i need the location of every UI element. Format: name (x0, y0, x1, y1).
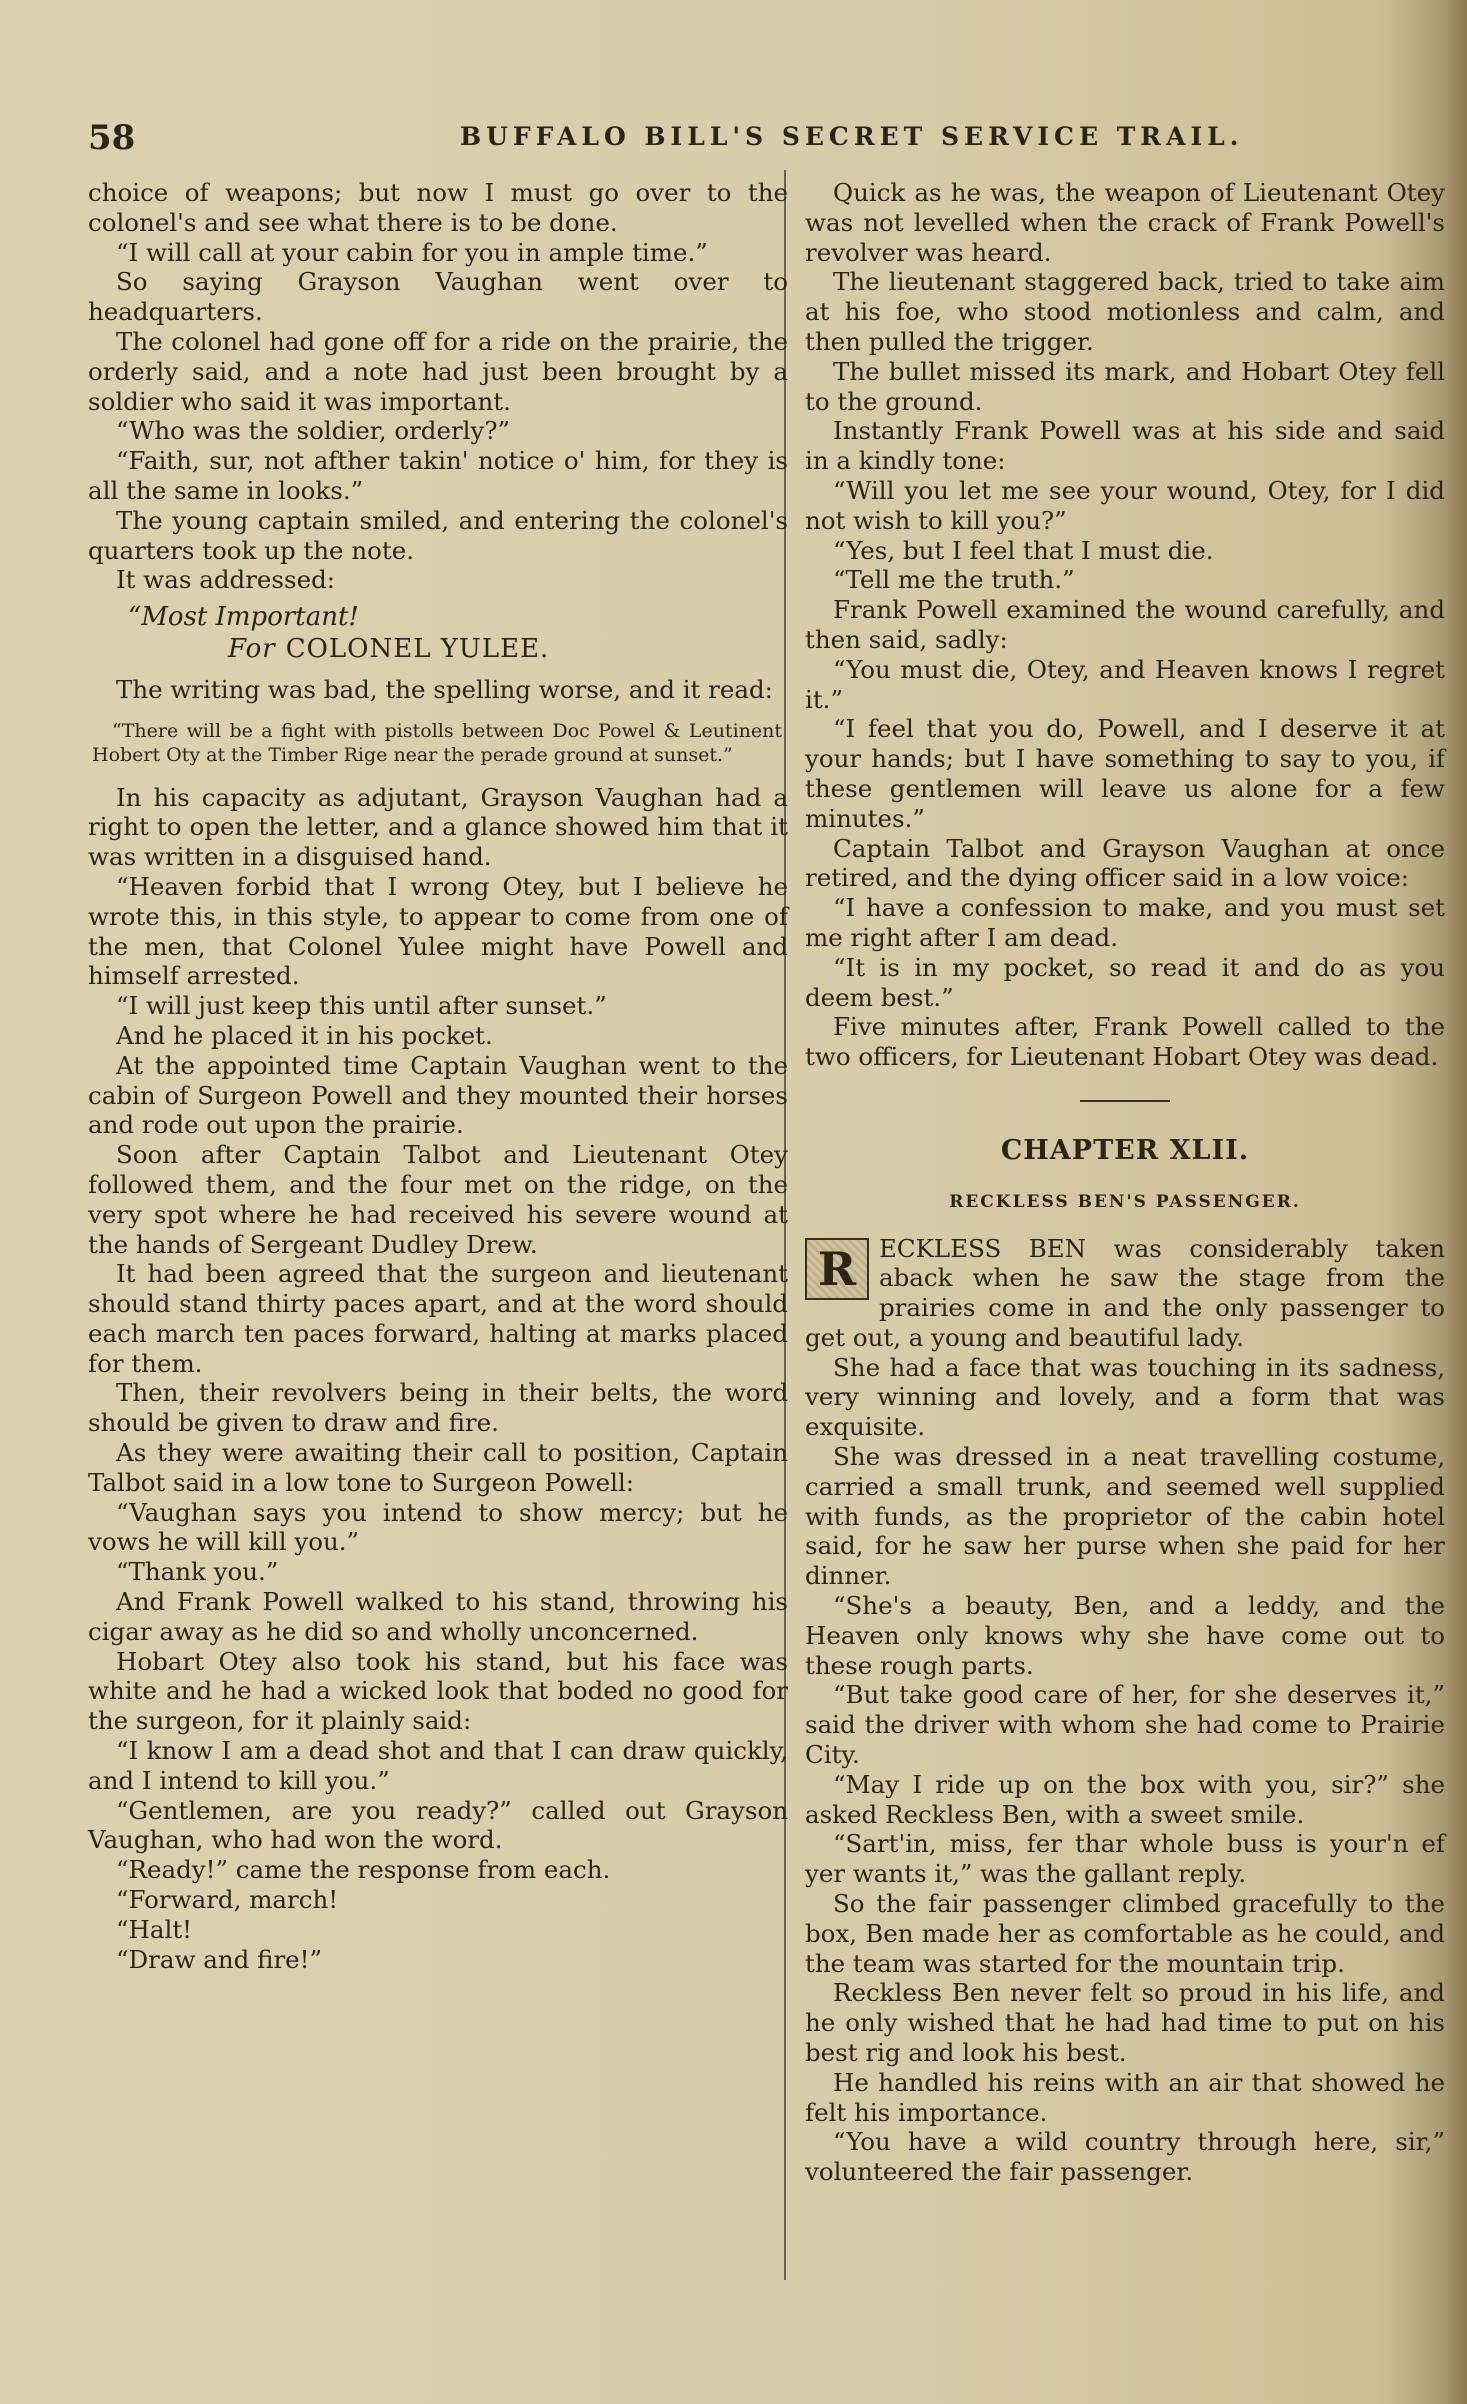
paragraph: “Who was the soldier, orderly?” (116, 416, 511, 446)
paragraph: The lieutenant staggered back, tried to take aim at his foe, who stood motionless and calm, and then pulled the trigger. (805, 267, 1445, 356)
paragraph: “I have a confession to make, and you must set me right after I am dead. (805, 893, 1445, 952)
paragraph: “Tell me the truth.” (833, 565, 1075, 595)
paragraph: “Ready!” came the response from each. (116, 1855, 611, 1885)
paragraph: “She's a beauty, Ben, and a leddy, and the Heaven only knows why she have come out to these rough parts. (805, 1591, 1445, 1680)
chapter-opening-paragraph (805, 1234, 1445, 1353)
paragraph: “It is in my pocket, so read it and do as you deem best.” (805, 952, 1445, 1012)
paragraph: Reckless Ben never felt so proud in his life, and he only wished that he had had time to put on his best rig and look his best. (805, 1978, 1445, 2068)
paragraph: “But take good care of her, for she deserves it,” said the driver with whom she had come to Prairie City. (805, 1680, 1445, 1770)
paragraph: Five minutes after, Frank Powell called to the two officers, for Lieutenant Hobart Otey was dead. (805, 1012, 1445, 1072)
paragraph: “Faith, sur, not afther takin' notice o' him, for they is all the same in looks.” (88, 446, 788, 505)
paragraph: She had a face that was touching in its sadness, very winning and lovely, and a form that was exquisite. (805, 1352, 1445, 1442)
paragraph: “I know I am a dead shot and that I can draw quickly, and I intend to kill you.” (88, 1736, 788, 1795)
paragraph: In his capacity as adjutant, Grayson Vaughan had a right to open the letter, and a glance showed him that it was written in a disguised hand. (88, 782, 788, 872)
page-number: 58 (88, 118, 136, 158)
paragraph: She was dressed in a neat travelling costume, carried a small trunk, and seemed well supplied with funds, as the proprietor of the cabin hotel said, for he saw her purse when she paid for her dinner. (805, 1442, 1445, 1591)
left-column (88, 178, 788, 1974)
page-header (80, 118, 1407, 158)
paragraph: “Vaughan says you intend to show mercy; but he vows he will kill you.” (88, 1497, 788, 1557)
paragraph: He handled his reins with an air that showed he felt his importance. (805, 2067, 1445, 2127)
section-separator (1080, 1100, 1170, 1102)
paragraph: Instantly Frank Powell was at his side and said in a kindly tone: (805, 416, 1445, 476)
paragraph: The bullet missed its mark, and Hobart Otey fell to the ground. (805, 356, 1445, 416)
right-column (805, 178, 1445, 2187)
paragraph: “Halt! (116, 1914, 193, 1944)
paragraph: “Heaven forbid that I wrong Otey, but I believe he wrote this, in this style, to appear to come from one of the men, that Colonel Yulee might have Powell and himself arrested. (88, 871, 788, 991)
running-title: BUFFALO BILL'S SECRET SERVICE TRAIL. (460, 122, 1244, 151)
paragraph: “Draw and fire!” (116, 1944, 323, 1974)
chapter-subtitle: RECKLESS BEN'S PASSENGER. (949, 1191, 1301, 1212)
paragraph: The writing was bad, the spelling worse, and it read: (116, 674, 773, 704)
opening-text: ECKLESS BEN was considerably taken aback when he saw the stage from the prairies come in and the only passenger to get out, a young and beautiful lady. (805, 1233, 1445, 1352)
paragraph: Soon after Captain Talbot and Lieutenant Otey followed them, and the four met on the ridge, on the very spot where he had received his severe wound at the hands of Sergeant Dudley Drew. (88, 1140, 788, 1259)
paragraph: Then, their revolvers being in their belts, the word should be given to draw and fire. (88, 1378, 788, 1438)
chapter-title: CHAPTER XLII. (1000, 1134, 1250, 1166)
paragraph: “I will just keep this until after sunset.” (116, 991, 607, 1021)
paragraph: Hobart Otey also took his stand, but his face was white and he had a wicked look that boded no good for the surgeon, for it plainly said: (88, 1646, 788, 1736)
paragraph: At the appointed time Captain Vaughan went to the cabin of Surgeon Powell and they mounted their horses and rode out upon the prairie. (88, 1050, 788, 1140)
paragraph: The young captain smiled, and entering the colonel's quarters took up the note. (88, 505, 788, 565)
paragraph: “Thank you.” (116, 1557, 279, 1587)
quoted-note: “There will be a fight with pistolls between Doc Powel & Leutinent Hobert Oty at the Timber Rige near the perade ground at sunset.” (92, 719, 782, 766)
paragraph: Quick as he was, the weapon of Lieutenant Otey was not levelled when the crack of Frank Powell's revolver was heard. (805, 178, 1445, 267)
paragraph: It had been agreed that the surgeon and lieutenant should stand thirty paces apart, and at the word should each march ten paces forward, halting at marks placed for them. (88, 1259, 788, 1378)
paragraph: As they were awaiting their call to position, Captain Talbot said in a low tone to Surgeon Powell: (88, 1438, 788, 1497)
paragraph: So saying Grayson Vaughan went over to headquarters. (88, 267, 788, 327)
paragraph: Frank Powell examined the wound carefully, and then said, sadly: (805, 595, 1445, 654)
letter-addressee-name: COLONEL YULEE. (285, 633, 550, 664)
letter-addressee (228, 635, 788, 665)
drop-cap: R (805, 1238, 869, 1300)
paragraph: choice of weapons; but now I must go over to the colonel's and see what there is to be done. (88, 178, 788, 237)
paragraph: It was addressed: (116, 565, 336, 595)
paragraph: “I will call at your cabin for you in ample time.” (116, 237, 708, 267)
paragraph: Captain Talbot and Grayson Vaughan at once retired, and the dying officer said in a low voice: (805, 833, 1445, 893)
paragraph: So the fair passenger climbed gracefully to the box, Ben made her as comfortable as he could, and the team was started for the mountain trip. (805, 1889, 1445, 1978)
letter-addressee-prefix: For (228, 633, 276, 664)
paragraph: And he placed it in his pocket. (116, 1020, 493, 1050)
paragraph: And Frank Powell walked to his stand, throwing his cigar away as he did so and wholly unconcerned. (88, 1587, 788, 1646)
paragraph: “Sart'in, miss, fer thar whole buss is your'n ef yer wants it,” was the gallant reply. (805, 1829, 1445, 1889)
paragraph: “Will you let me see your wound, Otey, for I did not wish to kill you?” (805, 475, 1445, 535)
page-edge-shadow (1445, 0, 1467, 2404)
paragraph: “Gentlemen, are you ready?” called out Grayson Vaughan, who had won the word. (88, 1795, 788, 1855)
paragraph: “May I ride up on the box with you, sir?” she asked Reckless Ben, with a sweet smile. (805, 1769, 1445, 1829)
letter-heading: “Most Important! (128, 602, 359, 633)
paragraph: “Yes, but I feel that I must die. (833, 535, 1214, 565)
paragraph: “Forward, march! (116, 1885, 339, 1915)
paragraph: “I feel that you do, Powell, and I deserve it at your hands; but I have something to say to you, if these gentlemen will leave us alone for a few minutes.” (805, 714, 1445, 833)
paragraph: “You have a wild country through here, sir,” volunteered the fair passenger. (805, 2127, 1445, 2187)
paragraph: The colonel had gone off for a ride on the prairie, the orderly said, and a note had just been brought by a soldier who said it was important. (88, 326, 788, 416)
paragraph: “You must die, Otey, and Heaven knows I regret it.” (805, 654, 1445, 714)
